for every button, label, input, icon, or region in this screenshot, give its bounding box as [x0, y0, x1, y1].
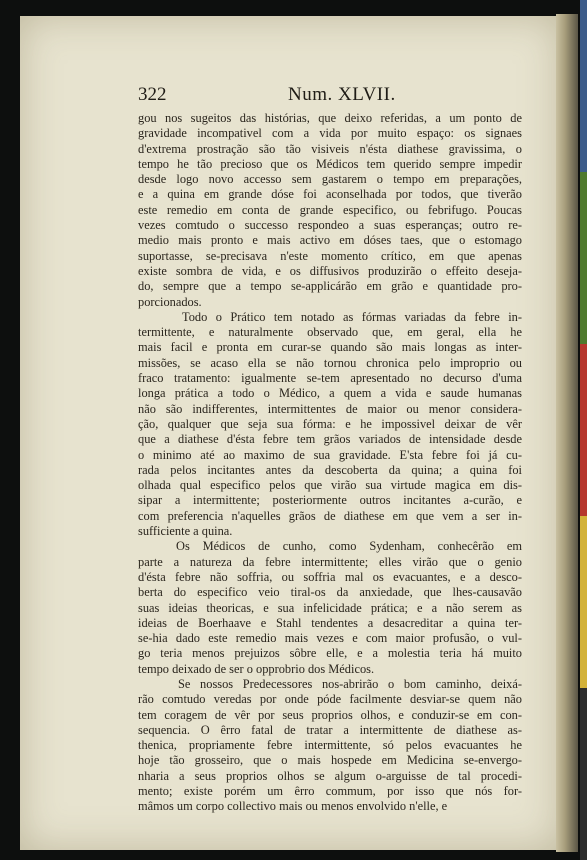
text-line: não são indifferentes, intermittentes de maior ou menor considera-	[138, 401, 522, 416]
text-line: porcionados.	[138, 294, 202, 309]
text-line: o minimo até ao maximo de sua gravidade. E'sta febre foi já cu-	[138, 447, 522, 462]
text-line: este remedio em conta de grande especifico, ou febrifugo. Poucas	[138, 202, 522, 217]
text-line: missões, se acaso ella se não tornou chronica pelo improprio ou	[138, 355, 522, 370]
text-line: olhada qual especifico pelos que virão sua virtude magica em dis-	[138, 478, 522, 493]
body-text	[138, 111, 522, 815]
text-line: rão comtudo veredas por onde póde facilmente desviar-se quem não	[138, 692, 522, 707]
text-line: rada pelos incitantes antes da descoberta da quina; a quina foi	[138, 462, 522, 477]
text-line: que a diathese d'ésta febre tem grãos variados de intensidade desde	[138, 432, 522, 447]
text-line: mais facil e pronta em curar-se quando são mais longas as inter-	[138, 340, 522, 355]
text-line: suas ideias theoricas, e sua infelicidade prática; e a não serem as	[138, 600, 522, 615]
text-line: d'extrema prostração são tão visiveis n'ésta diathese gravissima, o	[138, 141, 522, 156]
text-line: sufficiente a quina.	[138, 524, 233, 539]
text-line: longa prática a todo o Médico, a quem a vida e saude humanas	[138, 386, 522, 401]
text-line: tempo deixado de ser o opprobrio dos Médicos.	[138, 661, 375, 676]
text-line: do, sempre que a tempo se-applicárão em grão e quantidade pro-	[138, 279, 522, 294]
text-line: termittente, e naturalmente observado que, em geral, ella he	[138, 325, 522, 340]
text-line: go teria menos prejuizos sôbre elle, e a molestia teria há muito	[138, 646, 522, 661]
page-number: 322	[138, 84, 167, 105]
text-line: tem coragem de vêr por seus proprios olhos, e conduzir-se em con-	[138, 707, 522, 722]
text-line: e a quina em grande dóse foi aconselhada por todos, que tiverão	[138, 187, 522, 202]
page-header	[138, 84, 522, 106]
text-line: desde logo novo accesso sem gastarem o tempo em preparações,	[138, 172, 522, 187]
text-line: berta do especifico veio tiral-os da anxiedade, que lhes-causavão	[138, 585, 522, 600]
text-line: mâmos um corpo collectivo mais ou menos envolvido n'elle, e	[138, 799, 448, 814]
text-line: existe sombra de vida, e os diffusivos produzirão o effeito deseja-	[138, 263, 522, 278]
text-line: ideias de Boerhaave e Stahl tendentes a desacreditar a quina ter-	[138, 615, 522, 630]
text-line: medio mais pronto e mais activo em dóses taes, que o estomago	[138, 233, 522, 248]
text-line: parte a natureza da febre intermittente; elles virão que o genio	[138, 554, 522, 569]
text-line: nharia a seus proprios olhos se algum o-arguisse de tal procedi-	[138, 768, 522, 783]
text-line: d'ésta febre não soffria, ou soffria mal os evacuantes, e a desco-	[138, 569, 522, 584]
page-edge	[556, 14, 578, 852]
text-line: Todo o Prático tem notado as fórmas variadas da febre in-	[182, 309, 522, 324]
text-line: mento; existe porém um êrro commum, por isso que nós for-	[138, 784, 522, 799]
color-calibration-strip	[580, 0, 587, 860]
text-line: Se nossos Predecessores nos-abrirão o bom caminho, deixá-	[178, 676, 522, 691]
text-line: hoje tão grosseiro, que o mais hospede em Medicina se-envergo-	[138, 753, 522, 768]
text-line: se-hia dado este remedio mais vezes e com maior profusão, o vul-	[138, 631, 522, 646]
text-line: com preferencia n'aquelles grãos de diathese em que vem a ser in-	[138, 508, 522, 523]
text-line: tempo he tão precioso que os Médicos tem querido sempre impedir	[138, 156, 522, 171]
text-line: thenica, propriamente febre intermittente, só pelos evacuantes he	[138, 738, 522, 753]
text-line: fraco tratamento: igualmente se-tem apresentado no decurso d'uma	[138, 371, 522, 386]
text-line: sequencia. O êrro fatal de tratar a intermittente de diathese as-	[138, 722, 522, 737]
text-line: Os Médicos de cunho, como Sydenham, conhecêrão em	[176, 539, 522, 554]
text-line: suportasse, se-precisava n'este momento crítico, em que apenas	[138, 248, 522, 263]
text-line: sipar a intermittente; posteriormente outros incitantes a-curão, e	[138, 493, 522, 508]
page-title: Num. XLVII.	[288, 84, 396, 105]
text-line: ção, qualquer que seja sua fórma: e he impossivel deixar de vêr	[138, 416, 522, 431]
text-line: vezes comtudo o successo respondeo a suas esperanças; outro re-	[138, 218, 522, 233]
text-line: gou nos sugeitos das histórias, que deixo referidas, a um ponto de	[138, 111, 522, 125]
text-line: gravidade incompativel com a vida por muito espaço: os signaes	[138, 126, 522, 141]
